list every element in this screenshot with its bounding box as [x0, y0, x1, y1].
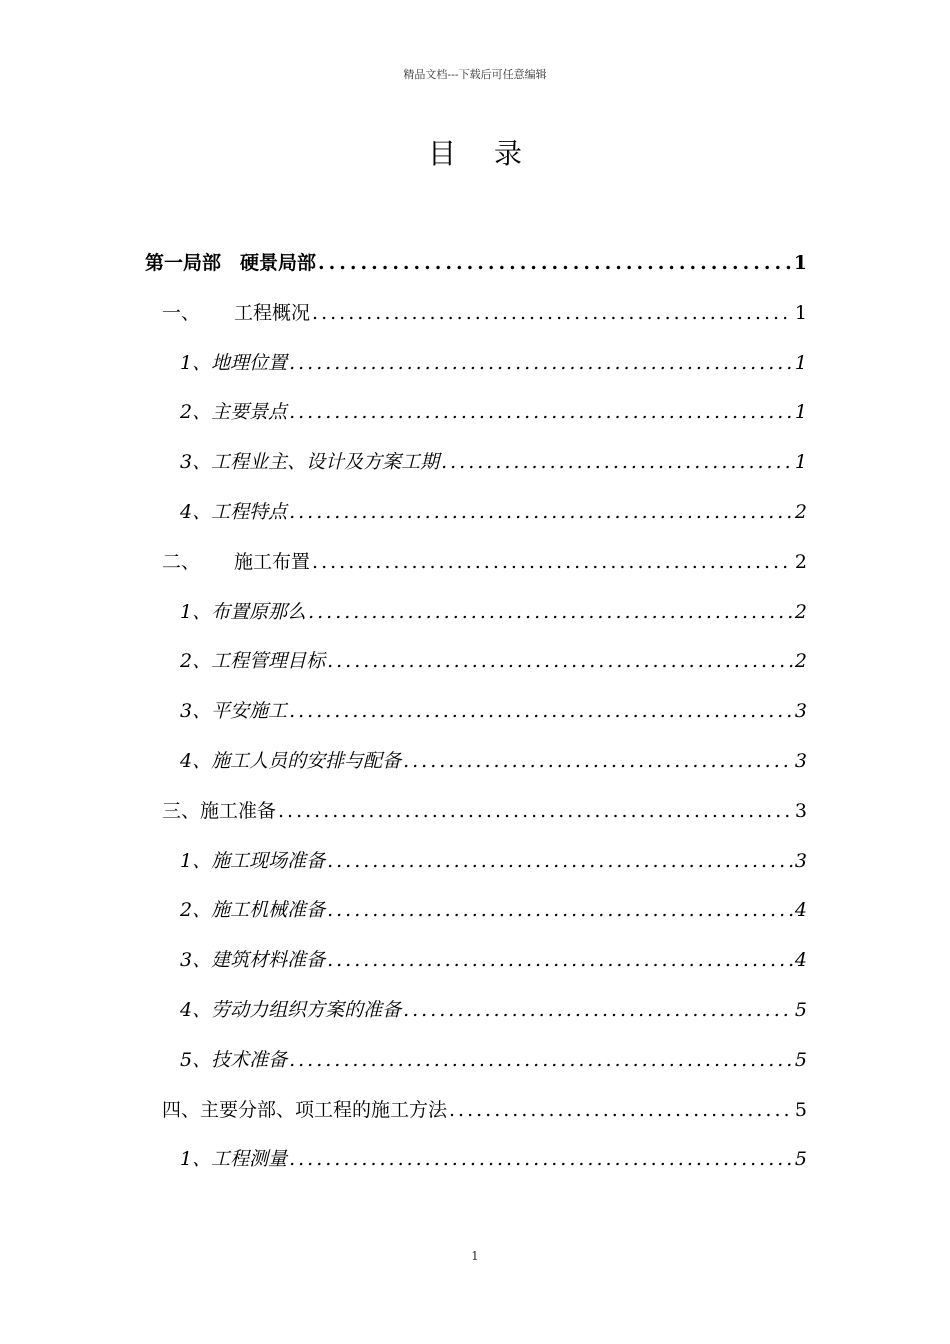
toc-entry[interactable]: [180, 1144, 807, 1171]
toc-page-number: 2: [794, 501, 807, 523]
toc-entry-title: [180, 1144, 287, 1171]
toc-page-number: 5: [794, 1148, 807, 1170]
toc-entry-title: [180, 497, 287, 524]
toc-entry[interactable]: [180, 846, 807, 873]
toc-dot-leader: [289, 352, 793, 374]
toc-entry-title: [180, 995, 401, 1022]
toc-entry-label: 施工布置: [234, 551, 311, 573]
toc-entry-label: 工程概况: [234, 302, 311, 324]
toc-entry-label: 1、地理位置: [180, 352, 288, 374]
toc-dot-leader: [318, 252, 792, 274]
toc-entry-label: 3、平安施工: [180, 700, 288, 722]
toc-entry-label: 4、工程特点: [180, 501, 288, 523]
toc-dot-leader: [403, 750, 793, 772]
toc-entry-title: [180, 1045, 287, 1072]
toc-dot-leader: [312, 302, 793, 324]
toc-page-number: 3: [794, 750, 807, 772]
toc-entry-title: [180, 895, 325, 922]
toc-entry-title: [180, 397, 287, 424]
toc-entry[interactable]: [145, 248, 807, 275]
toc-entry-title: [180, 597, 306, 624]
toc-entry-title: [180, 746, 401, 773]
toc-dot-leader: [278, 800, 793, 822]
toc-dot-leader: [289, 401, 793, 423]
toc-page-number: 1: [793, 252, 807, 274]
toc-entry-label: 3、建筑材料准备: [180, 949, 326, 971]
toc-entry-title: [180, 846, 325, 873]
toc-entry-title: [180, 945, 325, 972]
toc-entry[interactable]: [180, 447, 807, 474]
toc-page-number: 1: [794, 352, 807, 374]
toc-entry-label: 5、技术准备: [180, 1049, 288, 1071]
toc-entry-label: 四、主要分部、项工程的施工方法: [162, 1099, 448, 1121]
toc-entry[interactable]: [180, 696, 807, 723]
toc-entry-label: 1、布置原那么: [180, 601, 307, 623]
toc-entry-label: 2、主要景点: [180, 401, 288, 423]
toc-entry-label: 4、施工人员的安排与配备: [180, 750, 402, 772]
toc-entry-title: [180, 696, 287, 723]
toc-entry-label: 三、施工准备: [162, 800, 277, 822]
toc-entry-number: 一、: [162, 302, 201, 324]
toc-entry[interactable]: [180, 746, 807, 773]
toc-dot-leader: [403, 999, 793, 1021]
toc-entry[interactable]: [180, 945, 807, 972]
toc-entry-title: [180, 646, 325, 673]
toc-page-number: 1: [794, 401, 807, 423]
toc-entry[interactable]: [180, 646, 807, 673]
toc-dot-leader: [327, 899, 793, 921]
toc-entry-label: 3、工程业主、设计及方案工期: [180, 451, 440, 473]
page-header: 精品文档---下载后可任意编辑: [403, 68, 547, 81]
toc-entry-number: 二、: [162, 551, 201, 573]
toc-page-number: 2: [794, 601, 807, 623]
toc-page-number: 2: [794, 551, 807, 573]
toc-entry[interactable]: [162, 547, 807, 574]
toc-entry-label: 1、工程测量: [180, 1148, 288, 1170]
toc-dot-leader: [289, 1049, 793, 1071]
toc-page-number: 4: [794, 949, 807, 971]
toc-entry-title: [145, 248, 316, 275]
toc-dot-leader: [289, 1148, 793, 1170]
toc-dot-leader: [289, 700, 793, 722]
toc-entry-title: [180, 447, 439, 474]
toc-entry[interactable]: [180, 597, 807, 624]
toc-page-number: 3: [794, 700, 807, 722]
toc-entry[interactable]: [180, 1045, 807, 1072]
toc-dot-leader: [441, 451, 793, 473]
page-number: 1: [471, 1249, 479, 1263]
toc-entry[interactable]: [180, 348, 807, 375]
toc-entry-label: 2、施工机械准备: [180, 899, 326, 921]
toc-page-number: 5: [794, 1099, 807, 1121]
toc-entry-title: [162, 547, 310, 574]
page-title: 目录: [427, 137, 560, 170]
toc-entry-title: [162, 1095, 447, 1122]
toc-entry[interactable]: [180, 397, 807, 424]
toc-entry-label: 4、劳动力组织方案的准备: [180, 999, 402, 1021]
toc-page-number: 1: [794, 302, 807, 324]
toc-entry-label: 1、施工现场准备: [180, 850, 326, 872]
toc-entry[interactable]: [180, 497, 807, 524]
toc-dot-leader: [327, 850, 793, 872]
toc-dot-leader: [327, 949, 793, 971]
toc-entry-title: [180, 348, 287, 375]
toc-page-number: 3: [794, 850, 807, 872]
toc-page-number: 3: [794, 800, 807, 822]
toc-page-number: 5: [794, 999, 807, 1021]
toc-dot-leader: [312, 551, 793, 573]
toc-entry[interactable]: [180, 895, 807, 922]
toc-dot-leader: [289, 501, 793, 523]
toc-entry[interactable]: [162, 1095, 807, 1122]
toc-entry[interactable]: [162, 298, 807, 325]
toc-entry-title: [162, 298, 310, 325]
toc-entry-label: 2、工程管理目标: [180, 650, 326, 672]
toc-entry-title: [162, 796, 276, 823]
toc-page-number: 2: [794, 650, 807, 672]
toc-dot-leader: [308, 601, 793, 623]
toc-dot-leader: [449, 1099, 793, 1121]
toc-page-number: 4: [794, 899, 807, 921]
toc-entry[interactable]: [162, 796, 807, 823]
toc-page-number: 5: [794, 1049, 807, 1071]
toc-dot-leader: [327, 650, 793, 672]
toc-entry-label: 第一局部 硬景局部: [145, 252, 317, 274]
toc-entry[interactable]: [180, 995, 807, 1022]
toc-page-number: 1: [794, 451, 807, 473]
